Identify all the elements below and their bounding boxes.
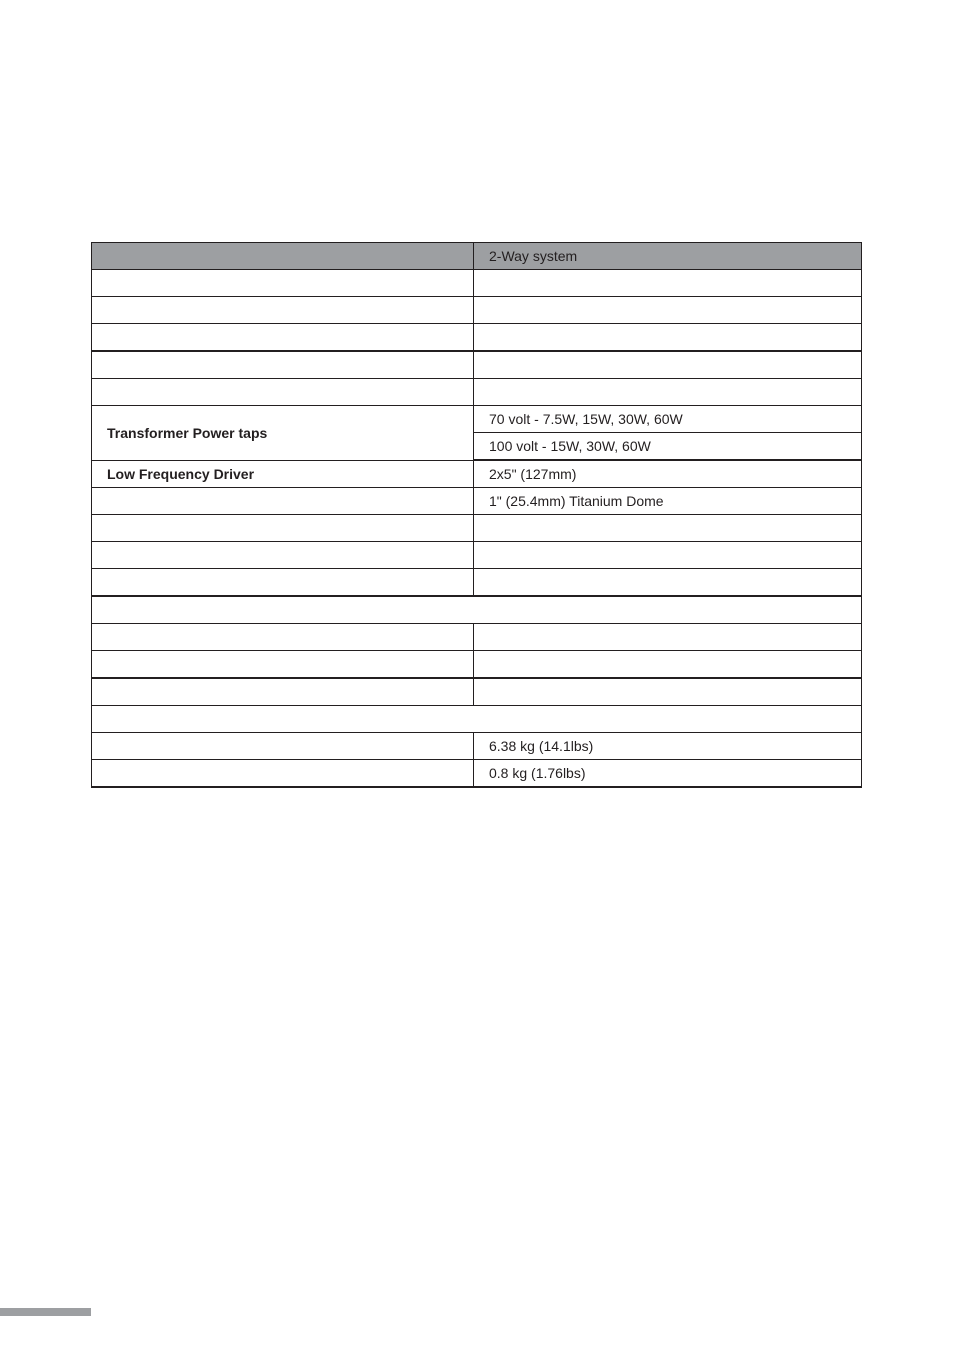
header-value-cell: 2-Way system (474, 243, 862, 270)
section-cell (92, 596, 862, 624)
row-label (92, 351, 474, 379)
table-row (92, 488, 862, 515)
footer-accent-bar (0, 1308, 91, 1316)
row-label (92, 624, 474, 651)
row-value: 1" (25.4mm) Titanium Dome (474, 488, 862, 515)
table-row (92, 678, 862, 706)
row-label (92, 488, 474, 515)
row-value (474, 351, 862, 379)
row-value (474, 379, 862, 406)
row-label (92, 569, 474, 597)
row-label (92, 760, 474, 788)
row-value: 2x5" (127mm) (474, 460, 862, 488)
table-row (92, 270, 862, 297)
table-row (92, 515, 862, 542)
header-label-cell (92, 243, 474, 270)
row-value (474, 297, 862, 324)
row-value (474, 678, 862, 706)
table-row (92, 406, 862, 433)
row-value: 0.8 kg (1.76lbs) (474, 760, 862, 788)
row-label (92, 651, 474, 679)
row-value: 70 volt - 7.5W, 15W, 30W, 60W (474, 406, 862, 433)
table-row (92, 379, 862, 406)
row-label (92, 542, 474, 569)
table-section-row (92, 706, 862, 733)
table-row (92, 760, 862, 788)
table-row (92, 297, 862, 324)
low-frequency-driver-label: Low Frequency Driver (92, 460, 474, 488)
row-value (474, 542, 862, 569)
table-row (92, 460, 862, 488)
row-label (92, 324, 474, 352)
table-row (92, 624, 862, 651)
row-label (92, 379, 474, 406)
table-row (92, 733, 862, 760)
table-row (92, 324, 862, 352)
row-label (92, 678, 474, 706)
row-value (474, 515, 862, 542)
row-value (474, 651, 862, 679)
row-value (474, 270, 862, 297)
row-label (92, 733, 474, 760)
table-section-row (92, 596, 862, 624)
row-value: 100 volt - 15W, 30W, 60W (474, 433, 862, 461)
section-cell (92, 706, 862, 733)
table-row (92, 351, 862, 379)
row-label (92, 297, 474, 324)
transformer-power-taps-label: Transformer Power taps (92, 406, 474, 461)
row-value (474, 624, 862, 651)
table-row (92, 651, 862, 679)
row-label (92, 270, 474, 297)
row-value: 6.38 kg (14.1lbs) (474, 733, 862, 760)
spec-table (91, 242, 862, 788)
table-row (92, 569, 862, 597)
table-row (92, 542, 862, 569)
table-header-row (92, 243, 862, 270)
row-value (474, 324, 862, 352)
row-value (474, 569, 862, 597)
row-label (92, 515, 474, 542)
